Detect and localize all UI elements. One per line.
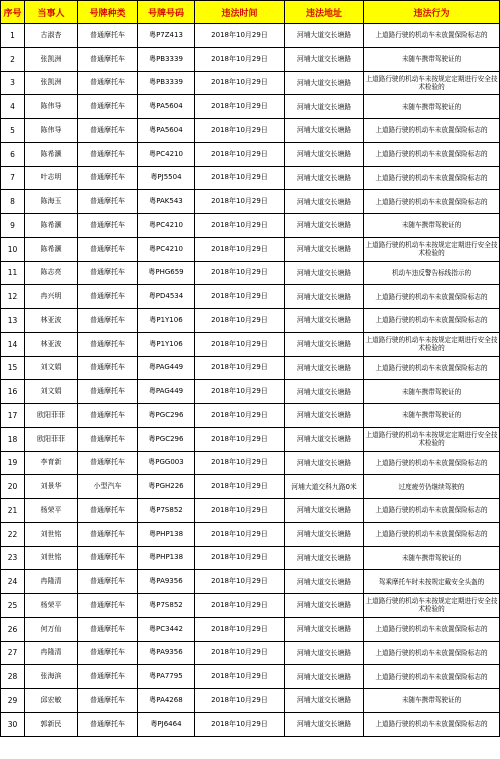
cell-party: 冉兴明 [25, 285, 78, 309]
cell-party: 杨荣平 [25, 499, 78, 523]
cell-plate-number: 粤PHP138 [138, 546, 195, 570]
cell-violation-time: 2018年10月29日 [195, 119, 285, 143]
cell-violation-location: 河埔大道交长塘路 [285, 237, 364, 261]
table-row [1, 712, 500, 736]
cell-violation-location: 河埔大道交长塘路 [285, 24, 364, 48]
table-row [1, 380, 500, 404]
cell-violation-time: 2018年10月29日 [195, 451, 285, 475]
cell-violation-location: 河埔大道交长塘路 [285, 47, 364, 71]
cell-plate-number: 粤PHG659 [138, 261, 195, 285]
cell-violation-location: 河埔大道交长塘路 [285, 522, 364, 546]
cell-violation-time: 2018年10月29日 [195, 570, 285, 594]
cell-violation-behavior: 上道路行驶的机动车未放置保险标志的 [364, 309, 500, 333]
cell-plate-number: 粤PB3339 [138, 47, 195, 71]
cell-plate-number: 粤PD4534 [138, 285, 195, 309]
cell-violation-behavior: 上道路行驶的机动车未放置保险标志的 [364, 285, 500, 309]
header-violation-time: 违法时间 [195, 1, 285, 24]
cell-violation-behavior: 上道路行驶的机动车未按规定定期进行安全技术检验的 [364, 427, 500, 451]
cell-party: 郭新民 [25, 712, 78, 736]
table-row [1, 427, 500, 451]
cell-plate-number: 粤PA5604 [138, 119, 195, 143]
cell-party: 刘世铭 [25, 522, 78, 546]
cell-plate-type: 小型汽车 [78, 475, 138, 499]
cell-violation-location: 河埔大道交长塘路 [285, 95, 364, 119]
cell-serial: 6 [1, 142, 25, 166]
cell-party: 陈伟导 [25, 95, 78, 119]
cell-party: 欧阳菲菲 [25, 427, 78, 451]
cell-violation-behavior: 上道路行驶的机动车未放置保险标志的 [364, 712, 500, 736]
table-row [1, 309, 500, 333]
header-row [1, 1, 500, 24]
cell-violation-behavior: 未随车携带驾驶证的 [364, 47, 500, 71]
table-row [1, 95, 500, 119]
cell-serial: 4 [1, 95, 25, 119]
cell-plate-type: 普通摩托车 [78, 237, 138, 261]
cell-party: 冉隆清 [25, 641, 78, 665]
cell-plate-number: 粤PA5604 [138, 95, 195, 119]
cell-plate-type: 普通摩托车 [78, 641, 138, 665]
cell-plate-type: 普通摩托车 [78, 119, 138, 143]
cell-plate-number: 粤PC4210 [138, 214, 195, 238]
cell-violation-behavior: 上道路行驶的机动车未按规定定期进行安全技术检验的 [364, 594, 500, 618]
header-party: 当事人 [25, 1, 78, 24]
cell-violation-time: 2018年10月29日 [195, 190, 285, 214]
cell-violation-time: 2018年10月29日 [195, 617, 285, 641]
cell-violation-time: 2018年10月29日 [195, 71, 285, 95]
cell-violation-time: 2018年10月29日 [195, 475, 285, 499]
cell-plate-number: 粤PGG003 [138, 451, 195, 475]
cell-violation-time: 2018年10月29日 [195, 261, 285, 285]
cell-serial: 23 [1, 546, 25, 570]
cell-serial: 25 [1, 594, 25, 618]
cell-violation-location: 河埔大道交长塘路 [285, 214, 364, 238]
cell-party: 邱宏敏 [25, 689, 78, 713]
table-row [1, 617, 500, 641]
cell-serial: 9 [1, 214, 25, 238]
cell-violation-behavior: 上道路行驶的机动车未放置保险标志的 [364, 142, 500, 166]
cell-serial: 8 [1, 190, 25, 214]
cell-plate-type: 普通摩托车 [78, 332, 138, 356]
cell-plate-type: 普通摩托车 [78, 47, 138, 71]
cell-violation-location: 河埔大道交长塘路 [285, 594, 364, 618]
cell-violation-behavior: 机动车违反警告标线指示的 [364, 261, 500, 285]
cell-party: 陈海玉 [25, 190, 78, 214]
cell-violation-behavior: 未随车携带驾驶证的 [364, 404, 500, 428]
cell-plate-number: 粤PA4268 [138, 689, 195, 713]
table-row [1, 404, 500, 428]
cell-violation-location: 河埔大道交科九路0米 [285, 475, 364, 499]
cell-plate-number: 粤PGH226 [138, 475, 195, 499]
cell-serial: 7 [1, 166, 25, 190]
cell-violation-location: 河埔大道交长塘路 [285, 71, 364, 95]
table-body [1, 24, 500, 737]
cell-plate-type: 普通摩托车 [78, 261, 138, 285]
cell-violation-behavior: 未随车携带驾驶证的 [364, 95, 500, 119]
header-plate-number: 号牌号码 [138, 1, 195, 24]
cell-violation-behavior: 上道路行驶的机动车未放置保险标志的 [364, 356, 500, 380]
cell-serial: 16 [1, 380, 25, 404]
cell-serial: 2 [1, 47, 25, 71]
cell-violation-time: 2018年10月29日 [195, 309, 285, 333]
cell-violation-time: 2018年10月29日 [195, 665, 285, 689]
table-row [1, 570, 500, 594]
header-violation-location: 违法地址 [285, 1, 364, 24]
table-row [1, 166, 500, 190]
cell-violation-location: 河埔大道交长塘路 [285, 119, 364, 143]
cell-violation-behavior: 上道路行驶的机动车未放置保险标志的 [364, 190, 500, 214]
cell-party: 陈希灏 [25, 142, 78, 166]
cell-violation-behavior: 未随车携带驾驶证的 [364, 689, 500, 713]
cell-plate-type: 普通摩托车 [78, 689, 138, 713]
cell-violation-time: 2018年10月29日 [195, 285, 285, 309]
cell-serial: 3 [1, 71, 25, 95]
table-row [1, 261, 500, 285]
cell-plate-type: 普通摩托车 [78, 451, 138, 475]
cell-violation-time: 2018年10月29日 [195, 522, 285, 546]
cell-violation-time: 2018年10月29日 [195, 641, 285, 665]
cell-violation-behavior: 未随车携带驾驶证的 [364, 214, 500, 238]
cell-plate-type: 普通摩托车 [78, 712, 138, 736]
cell-plate-type: 普通摩托车 [78, 190, 138, 214]
cell-violation-location: 河埔大道交长塘路 [285, 309, 364, 333]
cell-violation-location: 河埔大道交长塘路 [285, 404, 364, 428]
cell-party: 刘景华 [25, 475, 78, 499]
cell-violation-location: 河埔大道交长塘路 [285, 190, 364, 214]
cell-violation-time: 2018年10月29日 [195, 24, 285, 48]
table-row [1, 119, 500, 143]
table-row [1, 665, 500, 689]
cell-plate-type: 普通摩托车 [78, 404, 138, 428]
table-row [1, 451, 500, 475]
cell-serial: 29 [1, 689, 25, 713]
cell-violation-behavior: 未随车携带驾驶证的 [364, 546, 500, 570]
cell-violation-behavior: 上道路行驶的机动车未放置保险标志的 [364, 119, 500, 143]
cell-plate-type: 普通摩托车 [78, 499, 138, 523]
cell-plate-type: 普通摩托车 [78, 95, 138, 119]
header-plate-type: 号牌种类 [78, 1, 138, 24]
cell-party: 何万仙 [25, 617, 78, 641]
cell-party: 陈希灏 [25, 214, 78, 238]
cell-plate-number: 粤PJ5504 [138, 166, 195, 190]
cell-plate-type: 普通摩托车 [78, 285, 138, 309]
cell-plate-number: 粤PA9356 [138, 570, 195, 594]
cell-party: 古淑杏 [25, 24, 78, 48]
cell-violation-behavior: 上道路行驶的机动车未放置保险标志的 [364, 641, 500, 665]
cell-serial: 17 [1, 404, 25, 428]
cell-violation-behavior: 上道路行驶的机动车未按规定定期进行安全技术检验的 [364, 332, 500, 356]
cell-plate-number: 粤P1Y106 [138, 332, 195, 356]
cell-violation-time: 2018年10月29日 [195, 546, 285, 570]
cell-party: 陈伟导 [25, 119, 78, 143]
cell-party: 刘文娟 [25, 380, 78, 404]
cell-plate-number: 粤PAK543 [138, 190, 195, 214]
cell-plate-type: 普通摩托车 [78, 594, 138, 618]
cell-serial: 13 [1, 309, 25, 333]
cell-violation-time: 2018年10月29日 [195, 712, 285, 736]
cell-plate-type: 普通摩托车 [78, 71, 138, 95]
cell-plate-type: 普通摩托车 [78, 380, 138, 404]
cell-plate-type: 普通摩托车 [78, 427, 138, 451]
cell-party: 陈志亮 [25, 261, 78, 285]
cell-violation-location: 河埔大道交长塘路 [285, 166, 364, 190]
cell-plate-type: 普通摩托车 [78, 166, 138, 190]
table-row [1, 285, 500, 309]
cell-violation-location: 河埔大道交长塘路 [285, 689, 364, 713]
cell-plate-number: 粤PGC296 [138, 427, 195, 451]
cell-serial: 15 [1, 356, 25, 380]
cell-plate-type: 普通摩托车 [78, 665, 138, 689]
cell-serial: 20 [1, 475, 25, 499]
cell-violation-behavior: 上道路行驶的机动车未放置保险标志的 [364, 617, 500, 641]
cell-violation-time: 2018年10月29日 [195, 594, 285, 618]
table-row [1, 689, 500, 713]
cell-violation-behavior: 上道路行驶的机动车未放置保险标志的 [364, 522, 500, 546]
cell-plate-number: 粤P1Y106 [138, 309, 195, 333]
cell-violation-location: 河埔大道交长塘路 [285, 380, 364, 404]
cell-plate-type: 普通摩托车 [78, 617, 138, 641]
cell-serial: 5 [1, 119, 25, 143]
table-row [1, 499, 500, 523]
cell-plate-type: 普通摩托车 [78, 142, 138, 166]
cell-party: 林亚波 [25, 332, 78, 356]
table-row [1, 641, 500, 665]
cell-party: 林亚波 [25, 309, 78, 333]
cell-plate-number: 粤PC4210 [138, 237, 195, 261]
cell-serial: 10 [1, 237, 25, 261]
cell-party: 张凯洲 [25, 71, 78, 95]
cell-violation-behavior: 上道路行驶的机动车未放置保险标志的 [364, 166, 500, 190]
cell-violation-location: 河埔大道交长塘路 [285, 451, 364, 475]
table-row [1, 237, 500, 261]
table-row [1, 47, 500, 71]
cell-plate-number: 粤PA9356 [138, 641, 195, 665]
cell-plate-type: 普通摩托车 [78, 522, 138, 546]
cell-violation-time: 2018年10月29日 [195, 380, 285, 404]
cell-violation-location: 河埔大道交长塘路 [285, 285, 364, 309]
cell-violation-time: 2018年10月29日 [195, 47, 285, 71]
cell-serial: 11 [1, 261, 25, 285]
cell-serial: 27 [1, 641, 25, 665]
table-row [1, 594, 500, 618]
cell-plate-number: 粤PC4210 [138, 142, 195, 166]
cell-violation-time: 2018年10月29日 [195, 166, 285, 190]
cell-violation-behavior: 上道路行驶的机动车未放置保险标志的 [364, 451, 500, 475]
cell-plate-number: 粤PC3442 [138, 617, 195, 641]
cell-plate-type: 普通摩托车 [78, 356, 138, 380]
cell-violation-behavior: 上道路行驶的机动车未放置保险标志的 [364, 24, 500, 48]
cell-serial: 21 [1, 499, 25, 523]
cell-violation-location: 河埔大道交长塘路 [285, 499, 364, 523]
cell-plate-number: 粤PA7795 [138, 665, 195, 689]
cell-plate-number: 粤PHP138 [138, 522, 195, 546]
cell-plate-number: 粤PAG449 [138, 356, 195, 380]
cell-serial: 18 [1, 427, 25, 451]
cell-party: 欧阳菲菲 [25, 404, 78, 428]
cell-plate-type: 普通摩托车 [78, 546, 138, 570]
cell-violation-time: 2018年10月29日 [195, 95, 285, 119]
cell-violation-behavior: 上道路行驶的机动车未放置保险标志的 [364, 499, 500, 523]
cell-plate-type: 普通摩托车 [78, 570, 138, 594]
cell-violation-behavior: 过度疲劳仍继续驾驶的 [364, 475, 500, 499]
cell-party: 刘世铭 [25, 546, 78, 570]
cell-violation-location: 河埔大道交长塘路 [285, 546, 364, 570]
cell-serial: 22 [1, 522, 25, 546]
cell-plate-number: 粤PGC296 [138, 404, 195, 428]
cell-violation-behavior: 未随车携带驾驶证的 [364, 380, 500, 404]
cell-party: 冉隆清 [25, 570, 78, 594]
cell-serial: 14 [1, 332, 25, 356]
table-row [1, 190, 500, 214]
table-row [1, 332, 500, 356]
cell-violation-behavior: 上道路行驶的机动车未按规定定期进行安全技术检验的 [364, 237, 500, 261]
cell-violation-location: 河埔大道交长塘路 [285, 665, 364, 689]
table-row [1, 546, 500, 570]
header-violation-behavior: 违法行为 [364, 1, 500, 24]
cell-violation-location: 河埔大道交长塘路 [285, 570, 364, 594]
cell-violation-time: 2018年10月29日 [195, 214, 285, 238]
table-row [1, 214, 500, 238]
cell-plate-number: 粤P7S852 [138, 499, 195, 523]
cell-violation-time: 2018年10月29日 [195, 356, 285, 380]
cell-party: 杨荣平 [25, 594, 78, 618]
cell-violation-behavior: 驾乘摩托车时未按规定戴安全头盔的 [364, 570, 500, 594]
table-row [1, 142, 500, 166]
cell-serial: 30 [1, 712, 25, 736]
header-serial: 序号 [1, 1, 25, 24]
cell-violation-time: 2018年10月29日 [195, 427, 285, 451]
cell-plate-type: 普通摩托车 [78, 309, 138, 333]
cell-plate-number: 粤P7S852 [138, 594, 195, 618]
cell-plate-number: 粤PB3339 [138, 71, 195, 95]
cell-violation-location: 河埔大道交长塘路 [285, 261, 364, 285]
table-row [1, 71, 500, 95]
cell-violation-behavior: 上道路行驶的机动车未按规定定期进行安全技术检验的 [364, 71, 500, 95]
cell-violation-location: 河埔大道交长塘路 [285, 427, 364, 451]
cell-party: 张凯洲 [25, 47, 78, 71]
cell-party: 陈希灏 [25, 237, 78, 261]
cell-plate-number: 粤PAG449 [138, 380, 195, 404]
cell-violation-location: 河埔大道交长塘路 [285, 142, 364, 166]
cell-serial: 12 [1, 285, 25, 309]
cell-violation-time: 2018年10月29日 [195, 332, 285, 356]
table-row [1, 356, 500, 380]
cell-violation-location: 河埔大道交长塘路 [285, 617, 364, 641]
cell-violation-location: 河埔大道交长塘路 [285, 356, 364, 380]
cell-violation-time: 2018年10月29日 [195, 237, 285, 261]
cell-violation-time: 2018年10月29日 [195, 404, 285, 428]
cell-party: 张海滨 [25, 665, 78, 689]
table-row [1, 522, 500, 546]
cell-party: 刘文娟 [25, 356, 78, 380]
cell-violation-time: 2018年10月29日 [195, 142, 285, 166]
cell-violation-time: 2018年10月29日 [195, 689, 285, 713]
cell-serial: 24 [1, 570, 25, 594]
cell-plate-type: 普通摩托车 [78, 214, 138, 238]
cell-plate-type: 普通摩托车 [78, 24, 138, 48]
cell-violation-location: 河埔大道交长塘路 [285, 641, 364, 665]
table-row [1, 475, 500, 499]
cell-party: 李育新 [25, 451, 78, 475]
cell-serial: 19 [1, 451, 25, 475]
cell-violation-location: 河埔大道交长塘路 [285, 712, 364, 736]
table-row [1, 24, 500, 48]
cell-party: 叶志明 [25, 166, 78, 190]
cell-serial: 26 [1, 617, 25, 641]
cell-violation-behavior: 上道路行驶的机动车未放置保险标志的 [364, 665, 500, 689]
cell-plate-number: 粤PJ6464 [138, 712, 195, 736]
cell-violation-time: 2018年10月29日 [195, 499, 285, 523]
cell-plate-number: 粤P7Z413 [138, 24, 195, 48]
cell-serial: 28 [1, 665, 25, 689]
cell-violation-location: 河埔大道交长塘路 [285, 332, 364, 356]
cell-serial: 1 [1, 24, 25, 48]
